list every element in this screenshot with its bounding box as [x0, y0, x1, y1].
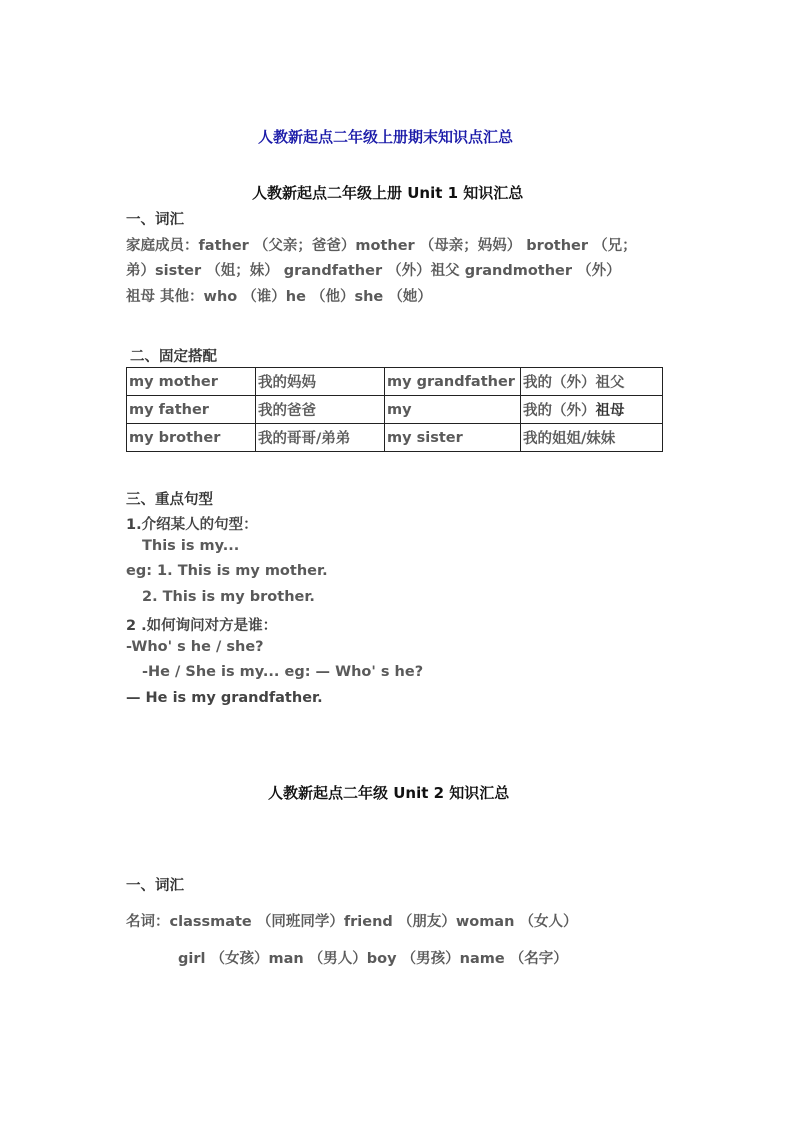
unit2-title: 人教新起点二年级 Unit 2 知识汇总 — [268, 784, 510, 802]
table-cell: 我的（外）祖父 — [521, 368, 663, 396]
table-row — [127, 424, 663, 452]
table-cell: 我的妈妈 — [256, 368, 385, 396]
unit1-sentence-heading: 三、重点句型 — [126, 492, 213, 508]
sentence-line: This is my... — [142, 538, 240, 554]
table-cell: 我的爸爸 — [256, 396, 385, 424]
sentence-subheading: 1.介绍某人的句型： — [126, 517, 258, 533]
table-cell: 我的哥哥/弟弟 — [256, 424, 385, 452]
sentence-line: — He is my grandfather. — [126, 690, 323, 706]
unit1-collocation-heading: 二、固定搭配 — [130, 349, 217, 365]
sentence-subheading: 2 .如何询问对方是谁： — [126, 618, 278, 634]
table-cell: my — [385, 396, 521, 424]
table-cell: my grandfather — [385, 368, 521, 396]
unit2-vocab-heading: 一、词汇 — [126, 878, 184, 894]
sentence-line: 2. This is my brother. — [142, 589, 315, 605]
table-cell: my mother — [127, 368, 256, 396]
unit2-vocab-line: girl （女孩）man （男人）boy （男孩）name （名字） — [178, 951, 568, 967]
table-cell: my brother — [127, 424, 256, 452]
unit1-title: 人教新起点二年级上册 Unit 1 知识汇总 — [252, 184, 524, 202]
table-row — [127, 396, 663, 424]
sentence-line: -Who' s he / she? — [126, 639, 264, 655]
unit1-vocab-line: 弟）sister （姐；妹） grandfather （外）祖父 grandmother （外） — [126, 263, 621, 279]
cell-text: 我的（外） — [523, 403, 596, 419]
table-cell: my father — [127, 396, 256, 424]
collocation-table — [126, 367, 663, 452]
unit1-vocab-heading: 一、词汇 — [126, 212, 184, 228]
unit1-vocab-line: 家庭成员：father （父亲；爸爸）mother （母亲；妈妈） brother （兄； — [126, 238, 637, 254]
table-cell: my sister — [385, 424, 521, 452]
unit2-vocab-line: 名词：classmate （同班同学）friend （朋友）woman （女人） — [126, 914, 578, 930]
cell-text-dark: 祖母 — [595, 403, 625, 419]
document-main-title: 人教新起点二年级上册期末知识点汇总 — [258, 128, 514, 146]
sentence-line: -He / She is my... eg: — Who' s he? — [142, 664, 424, 680]
sentence-line: eg: 1. This is my mother. — [126, 563, 328, 579]
table-cell: 我的姐姐/妹妹 — [521, 424, 663, 452]
table-cell — [521, 396, 663, 424]
table-row — [127, 368, 663, 396]
unit1-vocab-line: 祖母 其他：who （谁）he （他）she （她） — [126, 289, 432, 305]
